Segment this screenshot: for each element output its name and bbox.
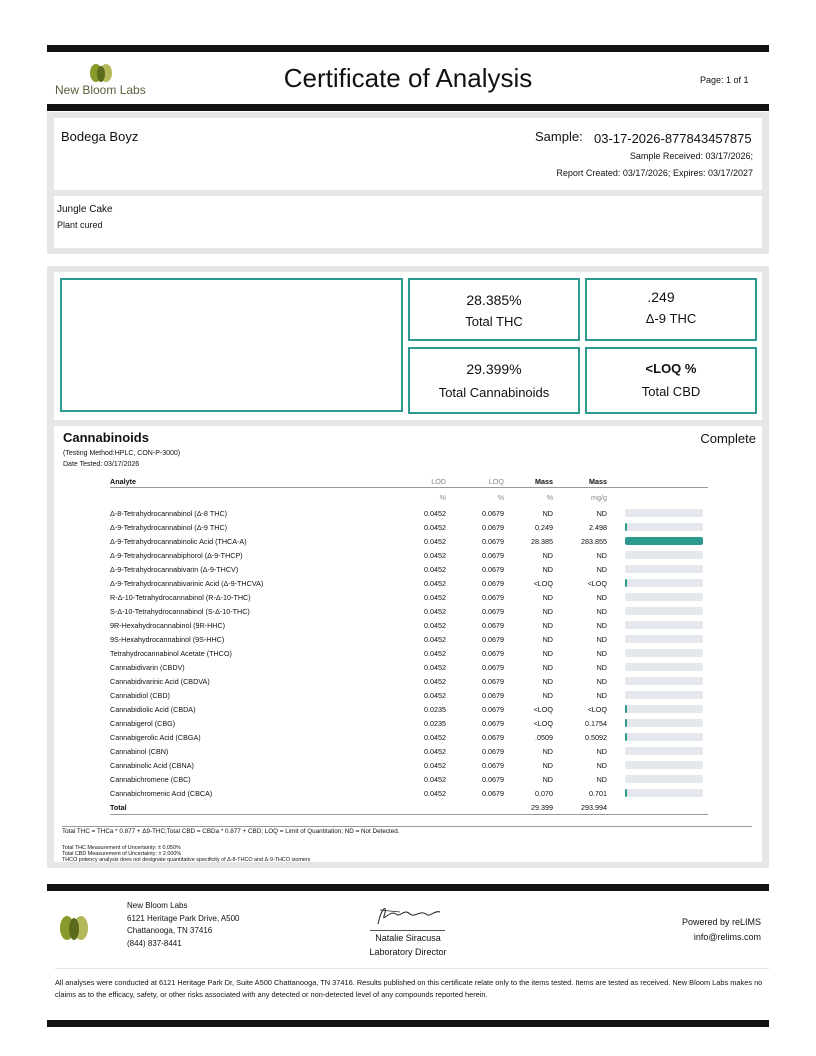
loq-value: 0.0679 [482,760,504,770]
analyte-name: Cannabidivarinic Acid (CBDVA) [110,676,210,686]
client-box [54,118,762,190]
mass-pct-value: ND [542,760,553,770]
total-thc-value: 28.385% [466,292,522,308]
level-bar-track [625,789,703,797]
loq-value: 0.0679 [482,648,504,658]
mass-pct-value: <LOQ [533,578,553,588]
lod-value: 0.0452 [424,634,446,644]
signature-line [370,930,445,931]
loq-value: 0.0679 [482,550,504,560]
mass-pct-value: ND [542,690,553,700]
level-bar-track [625,663,703,671]
table-row [110,520,708,534]
total-cannabinoids-card [408,347,580,414]
level-bar-track [625,579,703,587]
mass-mg-value: ND [596,508,607,518]
level-bar-track [625,565,703,573]
mass-pct-value: .0509 [535,732,553,742]
date-tested: Date Tested: 03/17/2026 [63,461,140,468]
mass-mg-value: ND [596,662,607,672]
lod-value: 0.0452 [424,620,446,630]
section-status: Complete [700,431,756,446]
table-row [110,786,708,800]
mass-mg-value: 0.701 [589,788,607,798]
d9-thc-value: .249 [647,289,675,305]
lod-value: 0.0235 [424,718,446,728]
lod-value: 0.0452 [424,746,446,756]
table-row [110,548,708,562]
analyte-name: Cannabinol (CBN) [110,746,169,756]
analyte-name: Δ-9-Tetrahydrocannabivarinic Acid (Δ-9-THCVA) [110,578,264,588]
mass-mg-value: <LOQ [587,704,607,714]
mass-mg-value: ND [596,676,607,686]
table-row [110,632,708,646]
unit-mass-mg: mg/g [591,492,607,502]
analyte-name: Δ-9-Tetrahydrocannabinolic Acid (THCA-A) [110,536,247,546]
footnote-rule [62,826,752,827]
loq-value: 0.0679 [482,592,504,602]
level-bar-fill [625,537,703,545]
client-name: Bodega Boyz [61,129,139,144]
mass-pct-value: 0.070 [535,788,553,798]
loq-value: 0.0679 [482,606,504,616]
analyte-name: Cannabigerol (CBG) [110,718,176,728]
total-cannabinoids-label: Total Cannabinoids [438,385,550,400]
analyte-name: Cannabichromenic Acid (CBCA) [110,788,213,798]
loq-value: 0.0679 [482,718,504,728]
lod-value: 0.0452 [424,550,446,560]
bottom-rule [47,1020,769,1027]
sample-received: Sample Received: 03/17/2026; [629,151,753,161]
analyte-name: S-Δ-10-Tetrahydrocannabinol (S-Δ-10-THC) [110,606,250,616]
uncertainty-thc: Total THC Measurement of Uncertainty: ± 0.050% [62,845,181,851]
loq-value: 0.0679 [482,774,504,784]
loq-value: 0.0679 [482,746,504,756]
table-row [110,506,708,520]
total-cannabinoids-value: 29.399% [466,361,522,377]
mass-pct-value: ND [542,620,553,630]
table-row [110,702,708,716]
analyte-name: Cannabidivarin (CBDV) [110,662,185,672]
cannabinoid-table [110,476,708,815]
lod-value: 0.0452 [424,648,446,658]
mass-mg-value: ND [596,690,607,700]
level-bar-fill [625,789,627,797]
mass-pct-value: ND [542,508,553,518]
mass-mg-value: 2.498 [589,522,607,532]
mass-pct-value: ND [542,634,553,644]
report-dates: Report Created: 03/17/2026; Expires: 03/17/2027 [556,168,753,178]
level-bar-track [625,747,703,755]
loq-value: 0.0679 [482,522,504,532]
signer-name: Natalie Siracusa [375,933,441,943]
mass-mg-value: ND [596,592,607,602]
lod-value: 0.0452 [424,508,446,518]
level-bar-fill [625,719,627,727]
total-cbd-card [585,347,757,414]
lab-phone: (844) 837-8441 [127,938,182,948]
lab-address [127,900,240,950]
lod-value: 0.0452 [424,606,446,616]
lod-value: 0.0452 [424,522,446,532]
analyte-name: Δ-9-Tetrahydrocannabivarin (Δ-9-THCV) [110,564,239,574]
product-name: Jungle Cake [57,204,113,215]
uncertainty-cbd: Total CBD Measurement of Uncertainty: ± 2.000% [62,851,182,857]
col-lod: LOD [431,477,446,486]
mass-mg-value: ND [596,550,607,560]
analyte-name: 9S-Hexahydrocannabinol (9S-HHC) [110,634,225,644]
level-bar-track [625,719,703,727]
unit-loq: % [497,492,504,502]
col-loq: LOQ [488,477,504,486]
table-row [110,534,708,548]
lab-city: Chattanooga, TN 37416 [127,926,213,935]
table-row [110,716,708,730]
testing-method: (Testing Method:HPLC, CON-P-3000) [63,450,181,457]
analyte-name: Tetrahydrocannabinol Acetate (THCO) [110,648,232,658]
analyte-name: Δ-9-Tetrahydrocannabinol (Δ-9 THC) [110,522,228,532]
col-mass-mg: Mass [589,477,607,486]
lod-value: 0.0452 [424,592,446,602]
mass-pct-value: ND [542,676,553,686]
level-bar-fill [625,705,627,713]
total-row-pct: 29.399 [531,802,553,812]
analyte-name: 9R-Hexahydrocannabinol (9R-HHC) [110,620,226,630]
mass-pct-value: ND [542,550,553,560]
unit-mass-pct: % [546,492,553,502]
analyte-name: Δ-8-Tetrahydrocannabinol (Δ-8 THC) [110,508,228,518]
lod-value: 0.0452 [424,732,446,742]
total-cbd-label: Total CBD [641,384,701,399]
signature-image [370,900,445,930]
loq-value: 0.0679 [482,732,504,742]
level-bar-track [625,677,703,685]
disclaimer: All analyses were conducted at 6121 Heritage Park Dr, Suite A500 Chattanooga, TN 37416. Results published on this certificate relate only to the items tested. Items are tested as received. New Bloom Labs makes no claims as to the efficacy, safety, or other risks associated with any detected or non-detected level of any compounds reported herein. [55,978,763,999]
table-row [110,688,708,702]
powered-by: Powered by reLIMS [681,917,761,927]
level-bar-track [625,761,703,769]
analyte-name: Cannabidiolic Acid (CBDA) [110,704,196,714]
mass-mg-value: ND [596,648,607,658]
section-title: Cannabinoids [63,430,149,445]
footnote: Total THC = THCa * 0.877 + Δ9-THC;Total CBD = CBDa * 0.877 + CBD; LOQ = Limit of Quantitation; ND = Not Detected. [62,828,400,835]
table-row [110,604,708,618]
mass-pct-value: ND [542,774,553,784]
d9-thc-card [585,278,757,341]
level-bar-track [625,691,703,699]
level-bar-track [625,551,703,559]
header-rule [47,104,769,111]
analyte-name: Cannabidiol (CBD) [110,690,170,700]
mass-mg-value: ND [596,760,607,770]
loq-value: 0.0679 [482,634,504,644]
total-row-label: Total [110,802,127,812]
mass-mg-value: 0.1754 [585,718,607,728]
mass-pct-value: ND [542,564,553,574]
lab-name: New Bloom Labs [127,901,188,910]
lod-value: 0.0452 [424,536,446,546]
sample-label: Sample: [535,129,583,144]
contact-email[interactable]: info@relims.com [693,932,761,942]
disclaimer-rule [55,968,769,969]
lod-value: 0.0452 [424,564,446,574]
mass-mg-value: ND [596,606,607,616]
sample-image-frame [60,278,403,412]
table-row [110,618,708,632]
lod-value: 0.0452 [424,690,446,700]
level-bar-track [625,635,703,643]
lod-value: 0.0452 [424,662,446,672]
level-bar-track [625,537,703,545]
table-row [110,744,708,758]
col-analyte: Analyte [110,477,136,486]
mass-pct-value: ND [542,662,553,672]
report-title: Certificate of Analysis [283,63,533,93]
mass-pct-value: <LOQ [533,718,553,728]
table-row [110,660,708,674]
product-type: Plant cured [57,220,103,230]
level-bar-track [625,509,703,517]
sample-id: 03-17-2026-877843457875 [594,131,752,146]
level-bar-track [625,593,703,601]
mass-mg-value: <LOQ [587,578,607,588]
mass-pct-value: 28.385 [531,536,553,546]
loq-value: 0.0679 [482,690,504,700]
total-thc-label: Total THC [465,314,523,329]
product-box [54,196,762,248]
level-bar-fill [625,579,627,587]
client-panel [47,112,769,254]
total-row-mg: 293.994 [581,802,607,812]
mass-pct-value: 0.249 [535,522,553,532]
loq-value: 0.0679 [482,508,504,518]
mass-pct-value: ND [542,606,553,616]
thco-note: THCO potency analysis does not designate quantitative specificity of Δ-8-THCO and Δ-9-THCO isomers [62,857,311,863]
lod-value: 0.0452 [424,774,446,784]
table-row [110,730,708,744]
mass-mg-value: ND [596,634,607,644]
loq-value: 0.0679 [482,676,504,686]
mass-mg-value: 0.5092 [585,732,607,742]
total-thc-card [408,278,580,341]
top-rule [47,45,769,52]
loq-value: 0.0679 [482,788,504,798]
mass-mg-value: ND [596,746,607,756]
mass-mg-value: 283.855 [581,536,607,546]
logo-leaf-icon [85,62,117,84]
loq-value: 0.0679 [482,662,504,672]
analyte-name: Cannabigerolic Acid (CBGA) [110,732,201,742]
summary-box [54,272,762,420]
page-number: Page: 1 of 1 [700,75,749,85]
loq-value: 0.0679 [482,564,504,574]
mass-pct-value: ND [542,592,553,602]
level-bar-track [625,649,703,657]
lod-value: 0.0452 [424,788,446,798]
table-row [110,646,708,660]
loq-value: 0.0679 [482,536,504,546]
level-bar-track [625,607,703,615]
mass-pct-value: ND [542,746,553,756]
table-row [110,576,708,590]
level-bar-track [625,775,703,783]
table-row [110,772,708,786]
mass-mg-value: ND [596,564,607,574]
lod-value: 0.0235 [424,704,446,714]
analyte-name: Δ-9-Tetrahydrocannabiphorol (Δ-9-THCP) [110,550,243,560]
lod-value: 0.0452 [424,760,446,770]
signer-title: Laboratory Director [369,947,447,957]
analyte-name: R-Δ-10-Tetrahydrocannabinol (R-Δ-10-THC) [110,592,251,602]
lod-value: 0.0452 [424,676,446,686]
mass-pct-value: <LOQ [533,704,553,714]
analyte-name: Cannabichromene (CBC) [110,774,191,784]
level-bar-track [625,705,703,713]
loq-value: 0.0679 [482,704,504,714]
loq-value: 0.0679 [482,620,504,630]
lod-value: 0.0452 [424,578,446,588]
mass-mg-value: ND [596,620,607,630]
table-row [110,758,708,772]
table-row [110,590,708,604]
level-bar-track [625,733,703,741]
total-cbd-value: <LOQ % [645,361,697,376]
lab-street: 6121 Heritage Park Drive, A500 [127,913,240,923]
table-row [110,562,708,576]
level-bar-fill [625,523,627,531]
table-row [110,674,708,688]
footer-logo-icon [55,913,93,943]
level-bar-track [625,621,703,629]
unit-lod: % [439,492,446,502]
mass-mg-value: ND [596,774,607,784]
col-mass-pct: Mass [535,477,553,486]
analyte-name: Cannabinolic Acid (CBNA) [110,760,194,770]
logo-text: New Bloom Labs [55,83,146,97]
loq-value: 0.0679 [482,578,504,588]
d9-thc-label: Δ-9 THC [645,311,697,326]
level-bar-fill [625,733,627,741]
mass-pct-value: ND [542,648,553,658]
footer-rule [47,884,769,891]
level-bar-track [625,523,703,531]
